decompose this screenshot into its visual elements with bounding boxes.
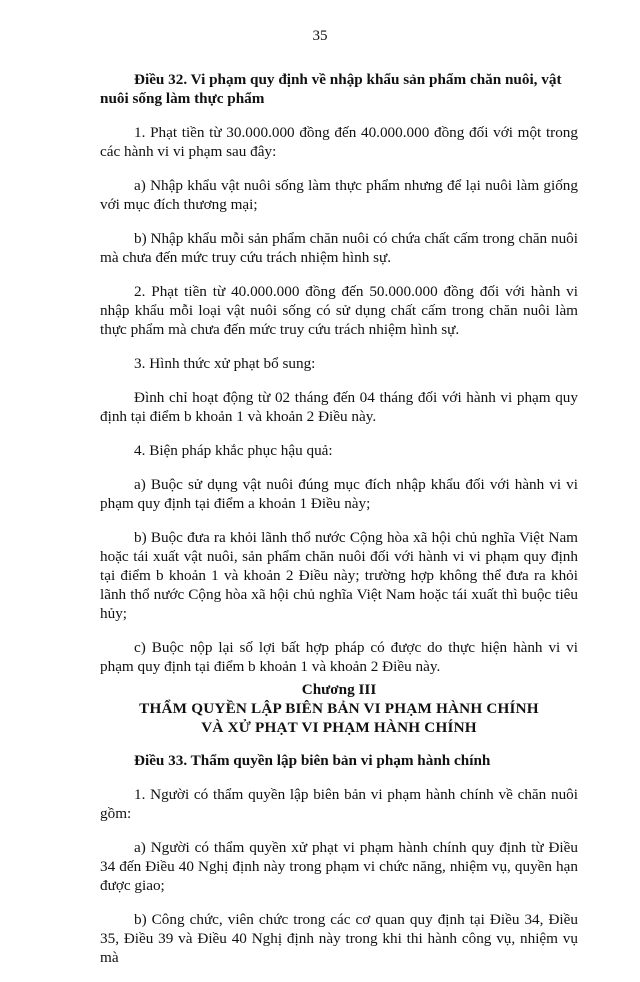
page-number: 35 [312, 28, 328, 44]
article-33-clause-1: 1. Người có thẩm quyền lập biên bản vi phạm hành chính về chăn nuôi gồm: [100, 786, 578, 822]
article-32-title-line-2: nuôi sống làm thực phẩm [100, 90, 265, 107]
article-32-title-line-1: Điều 32. Vi phạm quy định về nhập khẩu sản phẩm chăn nuôi, vật [134, 71, 562, 88]
article-33-title: Điều 33. Thẩm quyền lập biên bản vi phạm hành chính [134, 752, 491, 769]
article-32-clause-4: 4. Biện pháp khắc phục hậu quả: [134, 442, 333, 459]
article-32-title [100, 70, 578, 108]
article-32-clause-3: 3. Hình thức xử phạt bổ sung: [134, 355, 316, 372]
document-body [100, 70, 578, 982]
article-33-clause-1a: a) Người có thẩm quyền xử phạt vi phạm hành chính quy định từ Điều 34 đến Điều 40 Nghị định này trong phạm vi chức năng, nhiệm vụ, quyền hạn được giao; [100, 839, 578, 894]
article-33-clause-1b: b) Công chức, viên chức trong các cơ quan quy định tại Điều 34, Điều 35, Điều 39 và Điều 40 Nghị định này trong khi thi hành công vụ, nhiệm vụ mà [100, 911, 578, 966]
article-32-clause-1: 1. Phạt tiền từ 30.000.000 đồng đến 40.000.000 đồng đối với một trong các hành vi vi phạm sau đây: [100, 124, 578, 160]
chapter-heading [100, 680, 578, 737]
article-32-clause-4b: b) Buộc đưa ra khỏi lãnh thổ nước Cộng hòa xã hội chủ nghĩa Việt Nam hoặc tái xuất vật nuôi, sản phẩm chăn nuôi đối với hành vi vi phạm quy định tại điểm b khoản 1 và khoản 2 Điều này; trường hợp không thể đưa ra khỏi lãnh thổ nước Cộng hòa xã hội chủ nghĩa Việt Nam hoặc tái xuất thì buộc tiêu hủy; [100, 529, 578, 622]
chapter-title-line-1: THẨM QUYỀN LẬP BIÊN BẢN VI PHẠM HÀNH CHÍNH [139, 700, 539, 717]
article-32-clause-3-text: Đình chỉ hoạt động từ 02 tháng đến 04 tháng đối với hành vi phạm quy định tại điểm b khoản 1 và khoản 2 Điều này. [100, 389, 578, 425]
article-32-clause-1b: b) Nhập khẩu mỗi sản phẩm chăn nuôi có chứa chất cấm trong chăn nuôi mà chưa đến mức truy cứu trách nhiệm hình sự. [100, 230, 578, 266]
article-32-clause-4a: a) Buộc sử dụng vật nuôi đúng mục đích nhập khẩu đối với hành vi vi phạm quy định tại điểm a khoản 1 Điều này; [100, 476, 578, 512]
article-32-clause-1a: a) Nhập khẩu vật nuôi sống làm thực phẩm nhưng để lại nuôi làm giống với mục đích thương mại; [100, 177, 578, 213]
article-32-clause-4c: c) Buộc nộp lại số lợi bất hợp pháp có được do thực hiện hành vi vi phạm quy định tại điểm b khoản 1 và khoản 2 Điều này. [100, 639, 578, 675]
article-32-clause-2: 2. Phạt tiền từ 40.000.000 đồng đến 50.000.000 đồng đối với hành vi nhập khẩu mỗi loại vật nuôi sống có sử dụng chất cấm trong chăn nuôi làm thực phẩm mà chưa đến mức truy cứu trách nhiệm hình sự. [100, 283, 578, 338]
chapter-number: Chương III [301, 681, 377, 698]
chapter-title-line-2: VÀ XỬ PHẠT VI PHẠM HÀNH CHÍNH [201, 719, 477, 736]
